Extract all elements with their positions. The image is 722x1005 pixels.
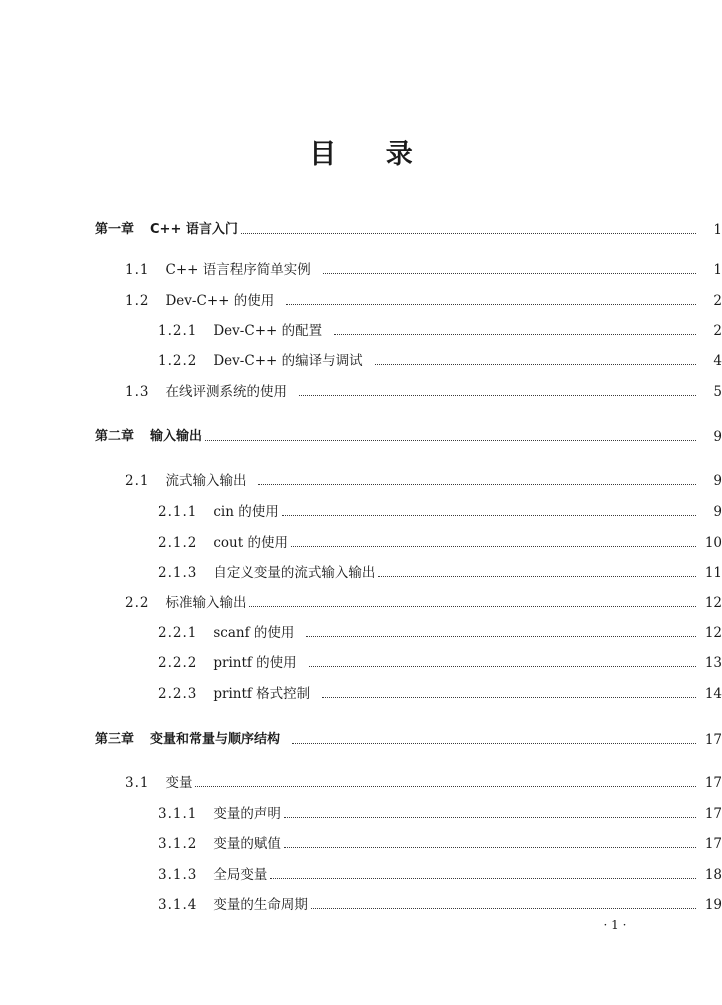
dot-leader bbox=[284, 817, 696, 818]
toc-label: Dev-C++ 的配置 bbox=[213, 323, 323, 339]
dot-leader bbox=[249, 606, 696, 607]
toc-number: 1.2.1 bbox=[158, 323, 198, 339]
toc-label: 流式输入输出 bbox=[165, 473, 247, 489]
toc-page-number: 12 bbox=[704, 625, 722, 641]
toc-label: C++ 语言入门 bbox=[150, 222, 238, 237]
toc-number: 3.1.3 bbox=[158, 867, 198, 883]
toc-label: 标准输入输出 bbox=[165, 595, 247, 611]
toc-page-number: 9 bbox=[713, 504, 722, 520]
toc-label: cin 的使用 bbox=[213, 504, 279, 520]
toc-label: 变量的生命周期 bbox=[213, 897, 308, 913]
dot-leader bbox=[241, 233, 696, 234]
dot-leader bbox=[282, 515, 696, 516]
page-footer-number: · 1 · bbox=[603, 918, 627, 932]
toc-subsection-2-1-2[interactable] bbox=[0, 532, 722, 554]
toc-subsection-3-1-2[interactable] bbox=[0, 833, 722, 855]
toc-subsection-2-1-1[interactable] bbox=[0, 501, 722, 523]
toc-number: 2.1.2 bbox=[158, 535, 198, 551]
toc-page-number: 17 bbox=[704, 775, 722, 791]
toc-page-number: 17 bbox=[704, 732, 722, 748]
toc-subsection-3-1-3[interactable] bbox=[0, 864, 722, 886]
toc-page-number: 9 bbox=[713, 429, 722, 445]
toc-number: 3.1.4 bbox=[158, 897, 198, 913]
toc-page-number: 11 bbox=[704, 565, 722, 581]
dot-leader bbox=[292, 743, 696, 744]
toc-number: 2.1.1 bbox=[158, 504, 198, 520]
toc-chapter-1[interactable] bbox=[0, 219, 722, 241]
dot-leader bbox=[291, 546, 696, 547]
dot-leader bbox=[299, 395, 696, 396]
dot-leader bbox=[195, 786, 696, 787]
toc-label: 变量的声明 bbox=[213, 806, 281, 822]
toc-label: Dev-C++ 的使用 bbox=[165, 293, 275, 309]
toc-label: 自定义变量的流式输入输出 bbox=[213, 565, 376, 581]
dot-leader bbox=[284, 847, 696, 848]
page-title: 目 录 bbox=[309, 139, 433, 170]
toc-number: 2.2.3 bbox=[158, 686, 198, 702]
toc-number: 2.2 bbox=[125, 595, 150, 611]
toc-number: 第一章 bbox=[95, 222, 135, 237]
toc-page-number: 9 bbox=[713, 473, 722, 489]
dot-leader bbox=[378, 576, 696, 577]
toc-section-1-1[interactable] bbox=[0, 259, 722, 281]
toc-label: C++ 语言程序简单实例 bbox=[165, 262, 311, 278]
dot-leader bbox=[205, 440, 696, 441]
toc-section-2-1[interactable] bbox=[0, 470, 722, 492]
toc-number: 第三章 bbox=[95, 732, 135, 747]
toc-number: 1.2 bbox=[125, 293, 150, 309]
toc-number: 3.1.1 bbox=[158, 806, 198, 822]
dot-leader bbox=[322, 697, 696, 698]
dot-leader bbox=[323, 273, 696, 274]
toc-page-number: 18 bbox=[704, 867, 722, 883]
toc-label: printf 的使用 bbox=[213, 655, 297, 671]
toc-page-number: 17 bbox=[704, 806, 722, 822]
toc-number: 1.1 bbox=[125, 262, 150, 278]
toc-page-number: 19 bbox=[704, 897, 722, 913]
toc-label: 全局变量 bbox=[213, 867, 268, 883]
toc-label: 变量和常量与顺序结构 bbox=[150, 732, 281, 747]
toc-page-number: 17 bbox=[704, 836, 722, 852]
toc-section-2-2[interactable] bbox=[0, 592, 722, 614]
dot-leader bbox=[309, 666, 696, 667]
toc-number: 3.1 bbox=[125, 775, 150, 791]
toc-subsection-2-1-3[interactable] bbox=[0, 562, 722, 584]
toc-chapter-3[interactable] bbox=[0, 729, 722, 751]
toc-number: 第二章 bbox=[95, 429, 135, 444]
toc-page-number: 10 bbox=[704, 535, 722, 551]
toc-page-number: 14 bbox=[704, 686, 722, 702]
toc-label: Dev-C++ 的编译与调试 bbox=[213, 353, 363, 369]
toc-number: 3.1.2 bbox=[158, 836, 198, 852]
toc-subsection-1-2-2[interactable] bbox=[0, 350, 722, 372]
toc-chapter-2[interactable] bbox=[0, 426, 722, 448]
toc-label: scanf 的使用 bbox=[213, 625, 295, 641]
toc-subsection-3-1-4[interactable] bbox=[0, 894, 722, 916]
toc-number: 1.3 bbox=[125, 384, 150, 400]
toc-label: printf 格式控制 bbox=[213, 686, 311, 702]
toc-page-number: 5 bbox=[713, 384, 722, 400]
toc-subsection-1-2-1[interactable] bbox=[0, 320, 722, 342]
toc-subsection-2-2-2[interactable] bbox=[0, 652, 722, 674]
toc-page-number: 1 bbox=[713, 262, 722, 278]
toc-number: 2.2.1 bbox=[158, 625, 198, 641]
toc-label: 输入输出 bbox=[150, 429, 203, 444]
toc-number: 1.2.2 bbox=[158, 353, 198, 369]
toc-subsection-2-2-1[interactable] bbox=[0, 622, 722, 644]
dot-leader bbox=[306, 636, 696, 637]
dot-leader bbox=[375, 364, 696, 365]
toc-subsection-2-2-3[interactable] bbox=[0, 683, 722, 705]
toc-section-3-1[interactable] bbox=[0, 772, 722, 794]
toc-page-number: 1 bbox=[713, 222, 722, 238]
toc-label: cout 的使用 bbox=[213, 535, 288, 551]
toc-number: 2.1.3 bbox=[158, 565, 198, 581]
toc-section-1-3[interactable] bbox=[0, 381, 722, 403]
toc-page-number: 13 bbox=[704, 655, 722, 671]
toc-label: 变量 bbox=[165, 775, 193, 791]
toc-number: 2.1 bbox=[125, 473, 150, 489]
toc-label: 变量的赋值 bbox=[213, 836, 281, 852]
dot-leader bbox=[286, 304, 696, 305]
dot-leader bbox=[258, 484, 696, 485]
toc-page-number: 12 bbox=[704, 595, 722, 611]
toc-label: 在线评测系统的使用 bbox=[165, 384, 287, 400]
toc-subsection-3-1-1[interactable] bbox=[0, 803, 722, 825]
toc-page-number: 2 bbox=[713, 323, 722, 339]
toc-page-number: 2 bbox=[713, 293, 722, 309]
dot-leader bbox=[334, 334, 696, 335]
toc-page-number: 4 bbox=[713, 353, 722, 369]
toc-section-1-2[interactable] bbox=[0, 290, 722, 312]
dot-leader bbox=[311, 908, 696, 909]
dot-leader bbox=[270, 878, 696, 879]
toc-number: 2.2.2 bbox=[158, 655, 198, 671]
